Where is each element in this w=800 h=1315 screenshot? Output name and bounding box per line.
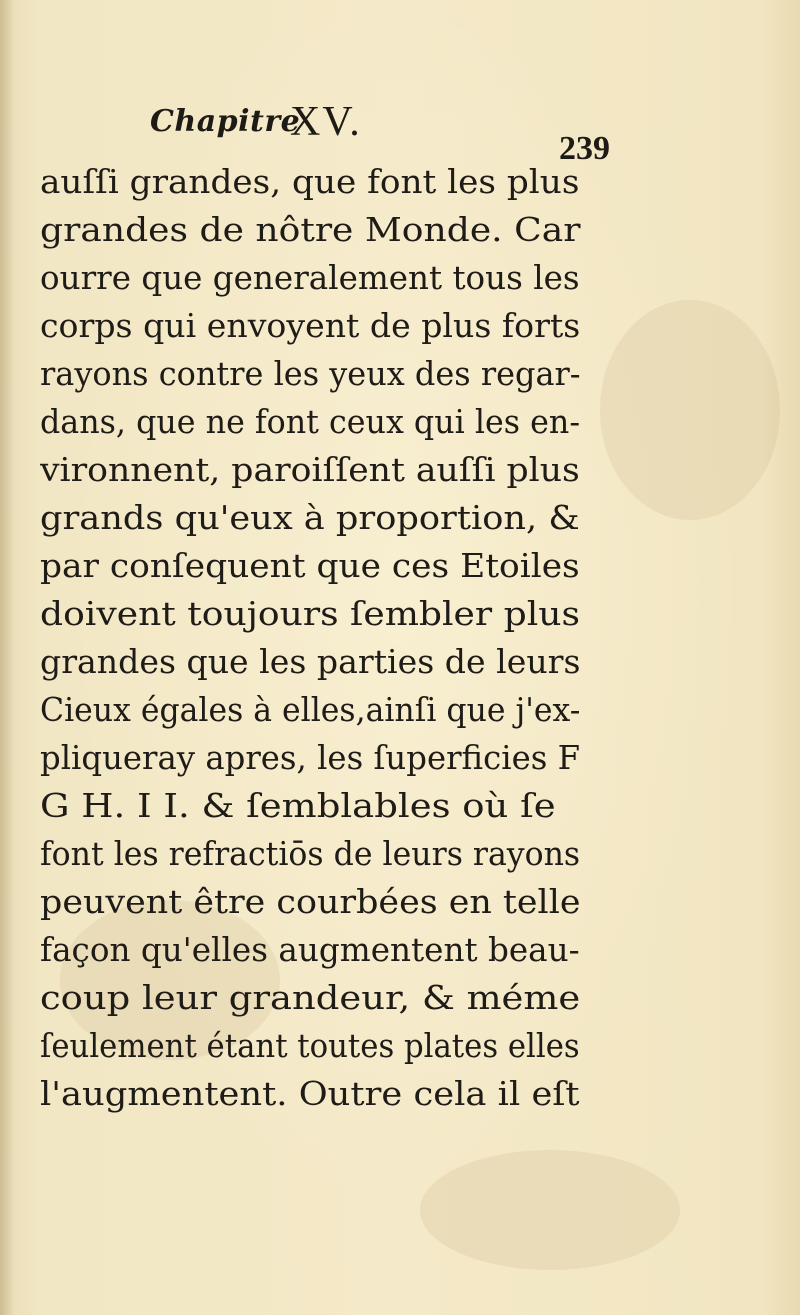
paper-stain xyxy=(420,1150,680,1270)
text-line: grands qu'eux à proportion, & xyxy=(40,498,580,537)
text-line: corps qui envoyent de plus forts xyxy=(40,306,581,345)
text-line: par conſequent que ces Etoiles xyxy=(40,546,580,585)
text-line: font les refractiōs de leurs rayons xyxy=(40,834,581,873)
text-line: dans, que ne font ceux qui les en- xyxy=(40,402,581,441)
text-line: ourre que generalement tous les xyxy=(40,258,580,297)
body-text xyxy=(40,158,580,1118)
text-line: grandes que les parties de leurs xyxy=(40,642,581,681)
text-line: doivent toujours ſembler plus xyxy=(40,594,580,633)
text-line: grandes de nôtre Monde. Car xyxy=(40,210,581,249)
text-line: auſſi grandes, que font les plus xyxy=(40,162,580,201)
chapter-number: XV. xyxy=(290,99,362,145)
paper-stain xyxy=(600,300,780,520)
text-line: façon qu'elles augmentent beau- xyxy=(40,930,580,969)
text-line: l'augmentent. Outre cela il eſt xyxy=(40,1074,580,1113)
page-header xyxy=(150,99,610,167)
text-line: rayons contre les yeux des regar- xyxy=(40,354,581,393)
text-line: peuvent être courbées en telle xyxy=(40,882,581,921)
text-line: coup leur grandeur, & méme xyxy=(40,978,581,1017)
text-line: Cieux égales à elles,ainſi que j'ex- xyxy=(40,690,580,729)
text-line: vironnent, paroiſſent auſſi plus xyxy=(40,450,580,489)
page-number: 239 xyxy=(559,130,610,167)
running-title: Chapitre xyxy=(150,104,301,139)
text-line: ſeulement étant toutes plates elles xyxy=(40,1026,580,1065)
text-line: G H. I I. & ſemblables où ſe xyxy=(40,786,556,825)
text-line: pliqueray apres, les ſuperficies F xyxy=(40,738,580,777)
gutter-shadow xyxy=(0,0,14,1315)
